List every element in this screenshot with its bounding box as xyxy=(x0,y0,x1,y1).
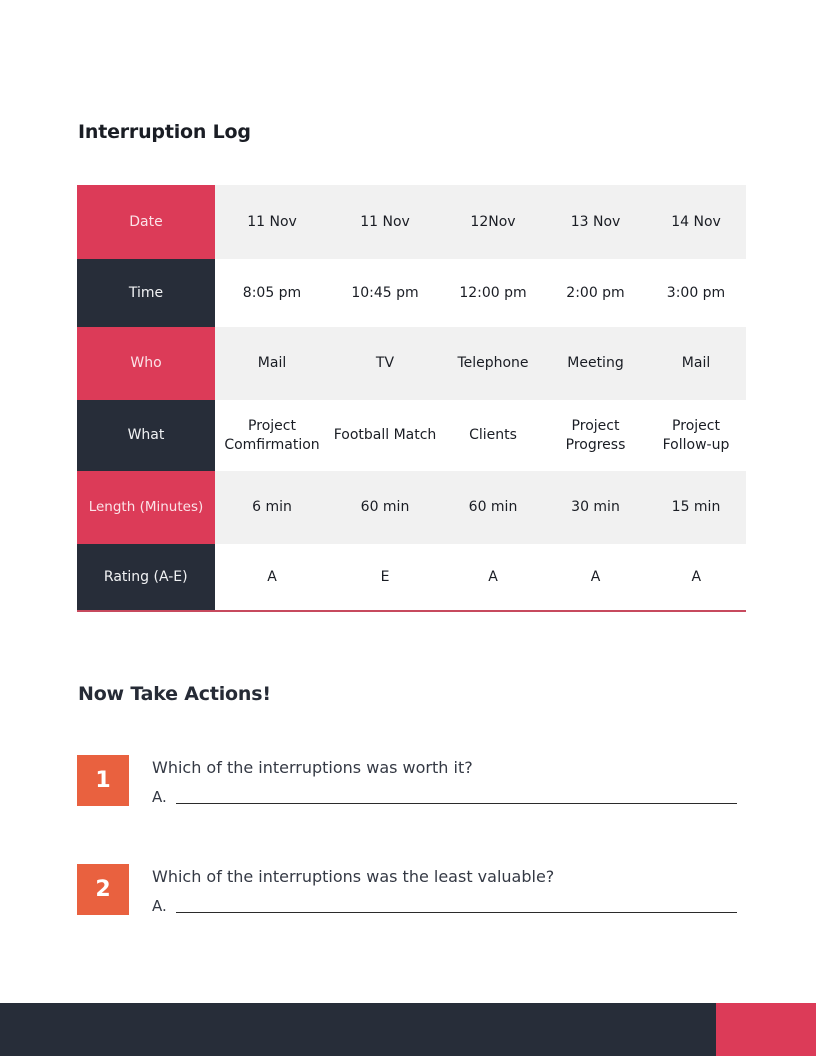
footer-bar xyxy=(0,1003,716,1056)
row-label-who: Who xyxy=(77,327,215,400)
interruption-log-table xyxy=(77,185,746,612)
row-label-rating: Rating (A-E) xyxy=(77,544,215,611)
table-cell: Project Progress xyxy=(545,400,646,471)
table-cell: 60 min xyxy=(441,471,545,544)
table-cell: 8:05 pm xyxy=(215,259,329,327)
table-row-who xyxy=(77,327,746,400)
table-cell: 10:45 pm xyxy=(329,259,441,327)
table-cell: A xyxy=(441,544,545,611)
table-cell: Telephone xyxy=(441,327,545,400)
table-cell: 3:00 pm xyxy=(646,259,746,327)
table-row-what xyxy=(77,400,746,471)
table-cell: Meeting xyxy=(545,327,646,400)
table-cell: 11 Nov xyxy=(215,185,329,259)
table-cell: 15 min xyxy=(646,471,746,544)
table-row-length xyxy=(77,471,746,544)
table-cell: A xyxy=(646,544,746,611)
table-cell: TV xyxy=(329,327,441,400)
table-cell: 6 min xyxy=(215,471,329,544)
table-cell: A xyxy=(545,544,646,611)
table-cell: 14 Nov xyxy=(646,185,746,259)
number-badge: 1 xyxy=(77,755,129,806)
table-row-time xyxy=(77,259,746,327)
table-cell: 11 Nov xyxy=(329,185,441,259)
table-cell: Project Comfirmation xyxy=(215,400,329,471)
table-cell: Mail xyxy=(215,327,329,400)
table-cell: 60 min xyxy=(329,471,441,544)
table-cell: Football Match xyxy=(329,400,441,471)
number-badge: 2 xyxy=(77,864,129,915)
table-row-date xyxy=(77,185,746,259)
table-cell: Project Follow-up xyxy=(646,400,746,471)
table-row-rating xyxy=(77,544,746,611)
table-cell: 13 Nov xyxy=(545,185,646,259)
answer-prefix: A. xyxy=(152,788,167,806)
row-label-what: What xyxy=(77,400,215,471)
row-label-date: Date xyxy=(77,185,215,259)
action-item-2 xyxy=(77,864,747,924)
row-label-time: Time xyxy=(77,259,215,327)
answer-field[interactable] xyxy=(176,912,737,913)
table-cell: Clients xyxy=(441,400,545,471)
answer-prefix: A. xyxy=(152,897,167,915)
row-label-length: Length (Minutes) xyxy=(77,471,215,544)
section-title-actions: Now Take Actions! xyxy=(78,683,271,705)
table-cell: 30 min xyxy=(545,471,646,544)
table-cell: Mail xyxy=(646,327,746,400)
table-cell: E xyxy=(329,544,441,611)
question-text: Which of the interruptions was the least valuable? xyxy=(152,867,555,886)
question-text: Which of the interruptions was worth it? xyxy=(152,758,473,777)
table-cell: 12Nov xyxy=(441,185,545,259)
page-title: Interruption Log xyxy=(78,121,251,143)
footer-accent-block xyxy=(716,1003,816,1056)
action-item-1 xyxy=(77,755,747,815)
table-cell: 12:00 pm xyxy=(441,259,545,327)
answer-field[interactable] xyxy=(176,803,737,804)
table-cell: A xyxy=(215,544,329,611)
table-cell: 2:00 pm xyxy=(545,259,646,327)
